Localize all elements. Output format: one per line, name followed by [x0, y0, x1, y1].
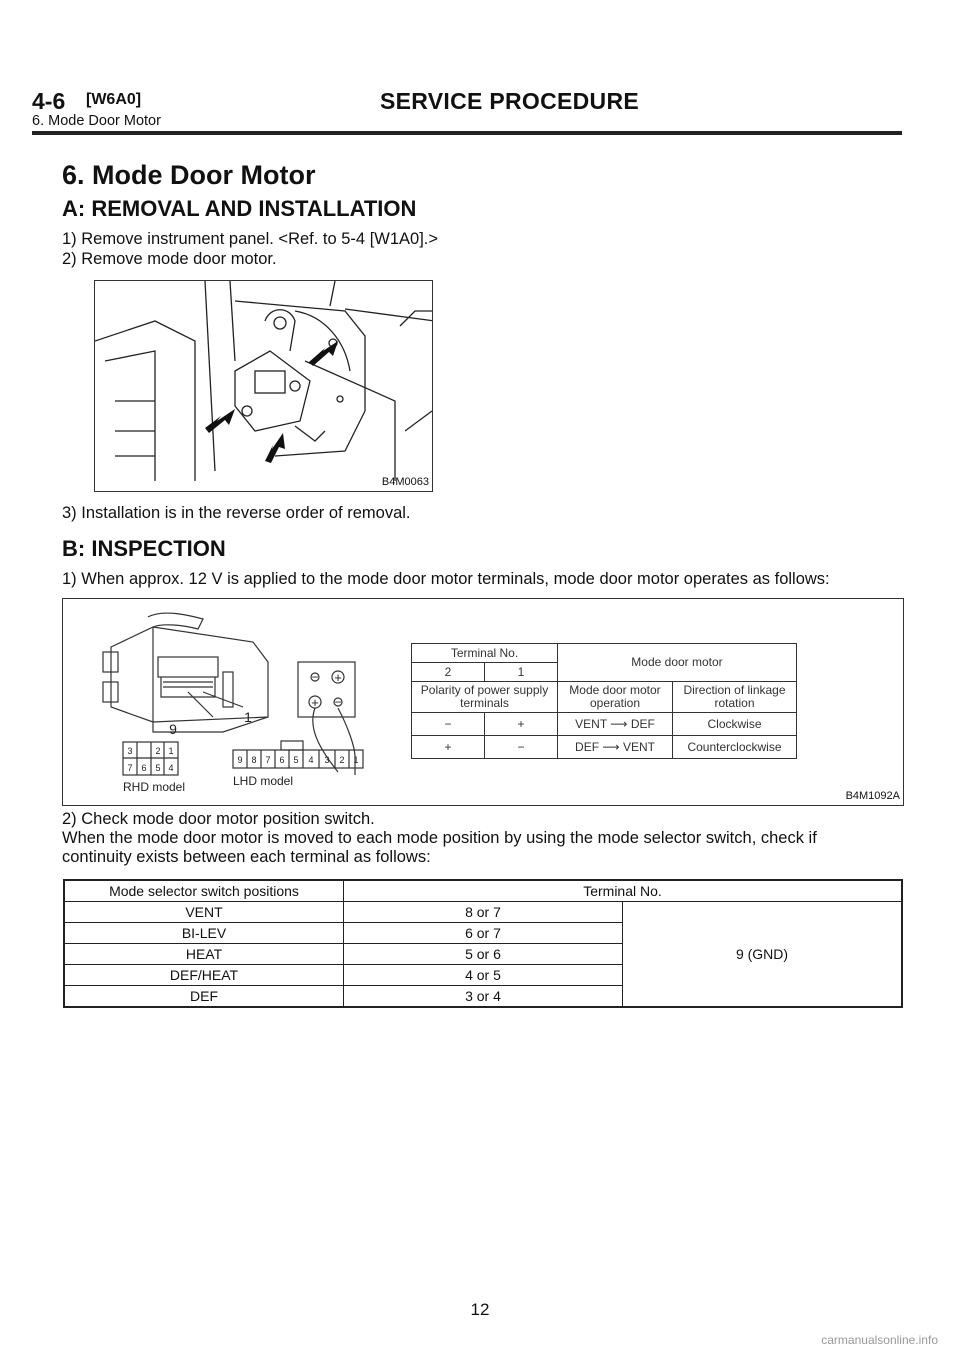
motor-connector-illustration — [93, 607, 403, 797]
row2-direction: Counterclockwise — [673, 736, 797, 759]
terminal-bi-lev: 6 or 7 — [344, 923, 623, 944]
terminal-header: Terminal No. — [344, 880, 903, 902]
rhd-pin-4: 4 — [168, 763, 174, 773]
row1-from: VENT — [575, 716, 607, 731]
lhd-pin-6: 6 — [279, 755, 285, 765]
pin-9-label: 9 — [169, 721, 177, 737]
mode-door-motor-header: Mode door motor — [558, 644, 797, 682]
row1-terminal-1: + — [485, 713, 558, 736]
removal-illustration — [95, 281, 432, 491]
inspection-step-2-text-2: continuity exists between each terminal as follows: — [62, 848, 431, 866]
position-def: DEF — [64, 986, 344, 1008]
terminal-def: 3 or 4 — [344, 986, 623, 1008]
page-subtitle: 6. Mode Door Motor — [32, 113, 161, 129]
terminal-2-header: 2 — [412, 663, 485, 682]
pin-1-label: 1 — [244, 709, 252, 725]
figure-mode-door-motor-removal — [94, 280, 433, 492]
page-title: 6. Mode Door Motor — [62, 160, 316, 190]
figure-code-2: B4M1092A — [845, 790, 900, 802]
motor-operation-table — [411, 643, 797, 759]
minus-sign: − — [311, 670, 319, 684]
position-bi-lev: BI-LEV — [64, 923, 344, 944]
lhd-pin-9: 9 — [237, 755, 243, 765]
row1-terminal-2: − — [412, 713, 485, 736]
removal-heading: A: REMOVAL AND INSTALLATION — [62, 196, 417, 221]
row1-direction: Clockwise — [673, 713, 797, 736]
removal-step-2: 2) Remove mode door motor. — [62, 250, 277, 268]
position-def-heat: DEF/HEAT — [64, 965, 344, 986]
lhd-pin-5: 5 — [293, 755, 299, 765]
row2-to: VENT — [622, 739, 655, 754]
row2-terminal-2: + — [412, 736, 485, 759]
plus-sign-2: + — [311, 695, 319, 710]
inspection-step-1: 1) When approx. 12 V is applied to the mode door motor terminals, mode door motor operates as follows: — [62, 570, 830, 588]
header-rule — [32, 131, 902, 135]
watermark: carmanualsonline.info — [821, 1333, 938, 1347]
section-code: [W6A0] — [86, 91, 142, 108]
lhd-pin-3: 3 — [324, 755, 330, 765]
row2-from: DEF — [575, 739, 600, 754]
section-number: 4-6 — [32, 88, 66, 114]
lhd-pin-8: 8 — [251, 755, 257, 765]
operation-header: Mode door motor operation — [558, 682, 673, 713]
removal-step-3: 3) Installation is in the reverse order of removal. — [62, 504, 411, 522]
rhd-pin-6: 6 — [141, 763, 147, 773]
lhd-model-label: LHD model — [233, 774, 294, 788]
plus-sign: + — [334, 670, 342, 685]
terminal-vent: 8 or 7 — [344, 902, 623, 923]
rhd-pin-3: 3 — [127, 746, 133, 756]
inspection-step-2-text-1: When the mode door motor is moved to each mode position by using the mode selector switch, check if — [62, 829, 817, 847]
rhd-pin-2: 2 — [155, 746, 161, 756]
switch-position-table — [63, 879, 903, 1008]
page-number: 12 — [470, 1300, 490, 1319]
terminal-no-header: Terminal No. — [412, 644, 558, 663]
removal-step-1: 1) Remove instrument panel. <Ref. to 5-4 [W1A0].> — [62, 230, 439, 248]
rhd-model-label: RHD model — [123, 780, 186, 794]
terminal-heat: 5 or 6 — [344, 944, 623, 965]
position-vent: VENT — [64, 902, 344, 923]
direction-header: Direction of linkage rotation — [673, 682, 797, 713]
ground-terminal: 9 (GND) — [623, 902, 903, 1008]
page-section-title: SERVICE PROCEDURE — [380, 88, 640, 114]
figure-code: B4M0063 — [381, 476, 429, 488]
positions-header: Mode selector switch positions — [64, 880, 344, 902]
polarity-header: Polarity of power supply terminals — [412, 682, 558, 713]
arrow-right-icon: ⟶ — [610, 716, 628, 731]
rhd-pin-7: 7 — [127, 763, 133, 773]
terminal-1-header: 1 — [485, 663, 558, 682]
lhd-pin-4: 4 — [308, 755, 314, 765]
rhd-pin-1: 1 — [168, 746, 174, 756]
row2-terminal-1: − — [485, 736, 558, 759]
figure-motor-terminals — [62, 598, 904, 806]
inspection-step-2: 2) Check mode door motor position switch. — [62, 810, 375, 828]
row2-operation — [558, 736, 673, 759]
row1-to: DEF — [630, 716, 655, 731]
rhd-pin-5: 5 — [155, 763, 161, 773]
lhd-pin-7: 7 — [265, 755, 271, 765]
terminal-def-heat: 4 or 5 — [344, 965, 623, 986]
minus-sign-2: − — [334, 695, 342, 709]
arrow-right-icon: ⟶ — [602, 739, 620, 754]
lhd-pin-1: 1 — [353, 755, 359, 765]
row1-operation — [558, 713, 673, 736]
position-heat: HEAT — [64, 944, 344, 965]
inspection-heading: B: INSPECTION — [62, 536, 226, 561]
arrow-icons — [205, 341, 338, 463]
lhd-pin-2: 2 — [339, 755, 345, 765]
